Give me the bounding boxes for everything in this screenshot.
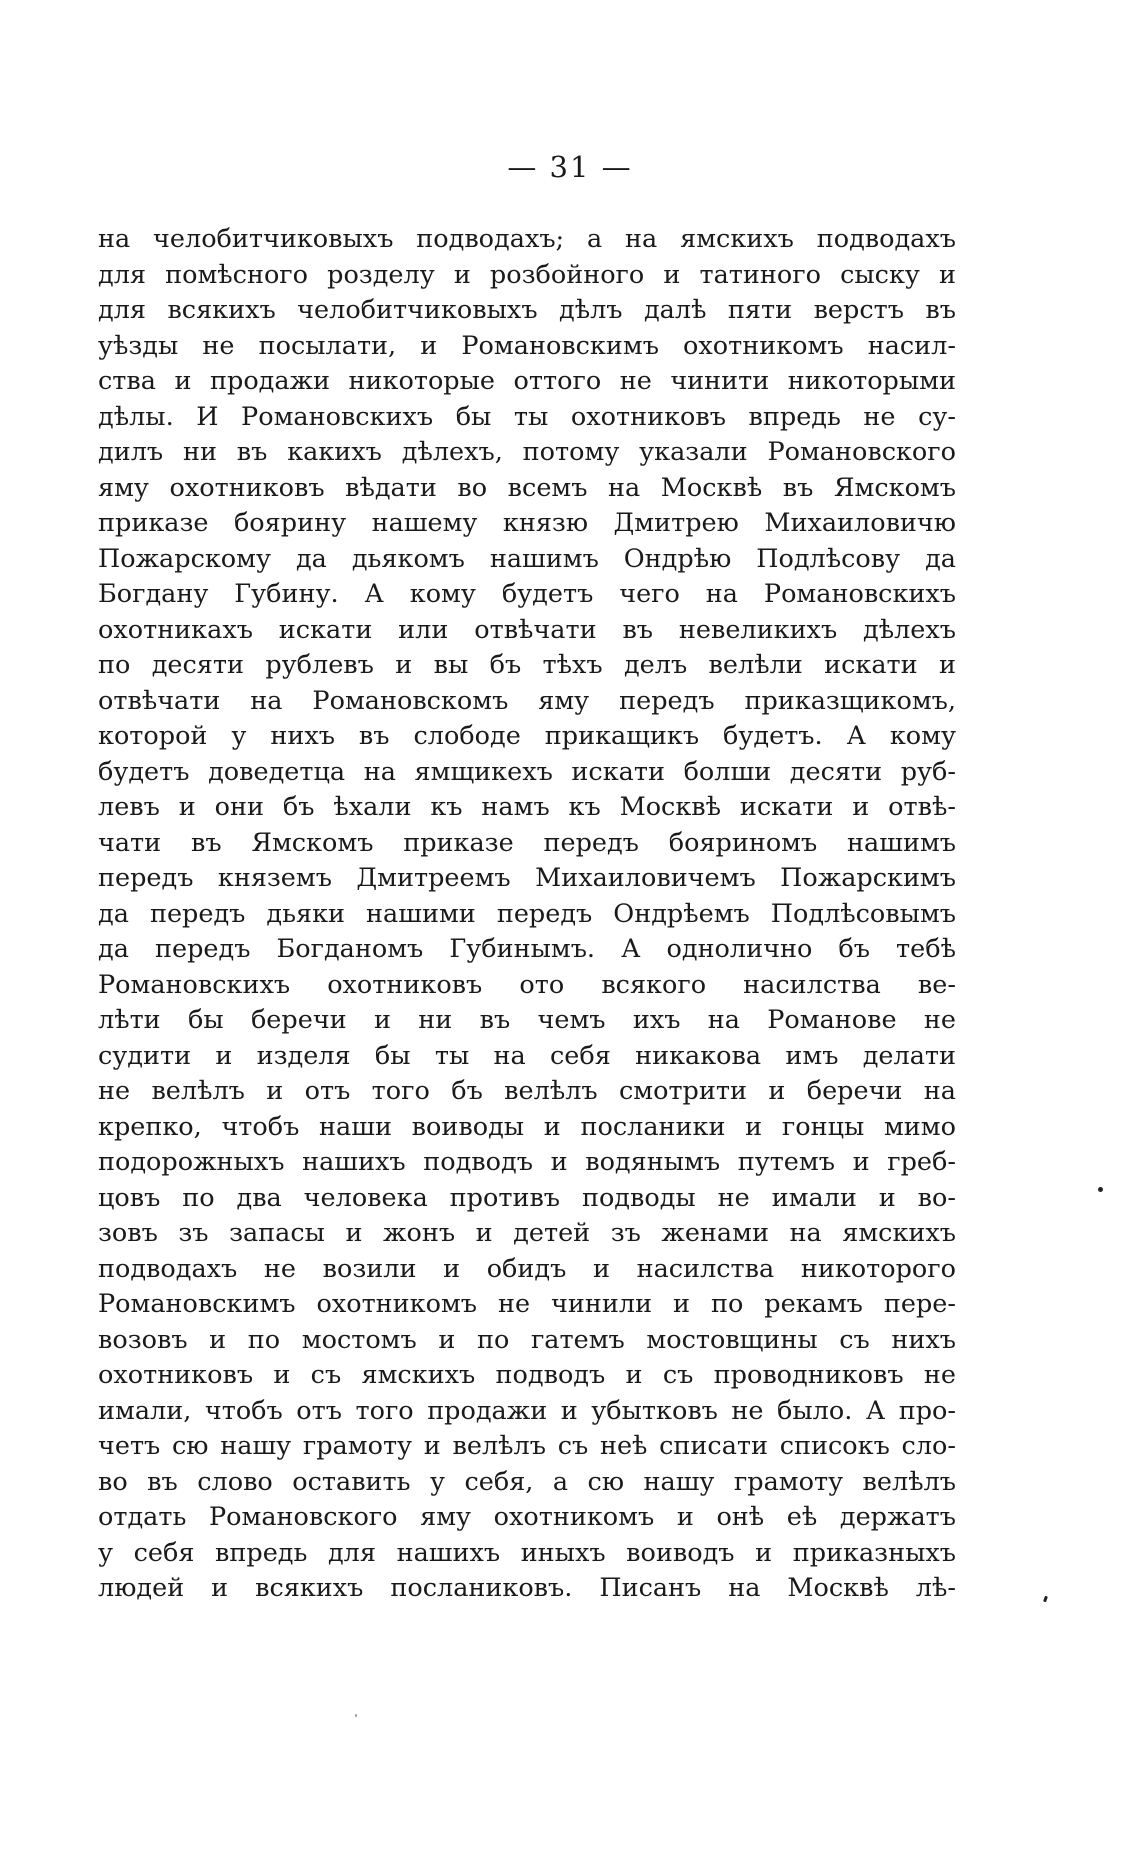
text-line: у себя впредь для нашихъ иныхъ воиводъ и приказныхъ — [98, 1537, 956, 1568]
text-line: зовъ зъ запасы и жонъ и детей зъ женами на ямскихъ — [98, 1218, 956, 1248]
text-line: на челобитчиковыхъ подводахъ; а на ямскихъ подводахъ — [98, 224, 956, 254]
body-text — [98, 222, 956, 1607]
text-line: четъ сю нашу грамоту и велѣлъ съ неѣ списати списокъ сло- — [98, 1431, 956, 1461]
scan-speck — [355, 1714, 357, 1717]
text-line: яму охотниковъ вѣдати во всемъ на Москвѣ въ Ямскомъ — [98, 472, 956, 503]
text-line: да передъ дьяки нашими передъ Ондрѣемъ Подлѣсовымъ — [98, 898, 956, 929]
text-line: подорожныхъ нашихъ подводъ и водянымъ путемъ и греб- — [98, 1147, 956, 1177]
text-line: передъ княземъ Дмитреемъ Михаиловичемъ Пожарскимъ — [98, 863, 956, 893]
text-line: дилъ ни въ какихъ дѣлехъ, потому указали Романовского — [98, 437, 956, 467]
text-line: дѣлы. И Романовскихъ бы ты охотниковъ впредь не су- — [98, 401, 956, 432]
scan-speck — [1043, 1596, 1048, 1603]
text-line: Романовскихъ охотниковъ ото всякого насилства ве- — [98, 969, 956, 1000]
text-line: имали, чтобъ отъ того продажи и убытковъ не было. А про- — [98, 1395, 956, 1426]
text-line: подводахъ не возили и обидъ и насилства никоторого — [98, 1253, 956, 1284]
text-line: Романовскимъ охотникомъ не чинили и по рекамъ пере- — [98, 1289, 956, 1319]
text-line: не велѣлъ и отъ того бъ велѣлъ смотрити и беречи на — [98, 1076, 956, 1106]
text-line: людей и всякихъ посланиковъ. Писанъ на Москвѣ лѣ- — [98, 1573, 956, 1603]
text-line: возовъ и по мостомъ и по гатемъ мостовщины съ нихъ — [98, 1324, 956, 1355]
text-line: во въ слово оставить у себя, а сю нашу грамоту велѣлъ — [98, 1466, 956, 1497]
text-line: лѣти бы беречи и ни въ чемъ ихъ на Романове не — [98, 1005, 956, 1035]
text-line: судити и изделя бы ты на себя никакова имъ делати — [98, 1040, 956, 1071]
text-line: отвѣчати на Романовскомъ яму передъ приказщикомъ, — [98, 685, 956, 716]
scan-speck — [1098, 1187, 1103, 1192]
text-line: Пожарскому да дьякомъ нашимъ Ондрѣю Подлѣсову да — [98, 543, 956, 574]
text-line: охотникахъ искати или отвѣчати въ невеликихъ дѣлехъ — [98, 614, 956, 645]
text-line: чати въ Ямскомъ приказе передъ бояриномъ нашимъ — [98, 827, 956, 858]
text-line: да передъ Богданомъ Губинымъ. А однолично бъ тебѣ — [98, 934, 956, 964]
page-number: — 31 — — [507, 150, 633, 184]
text-line: Богдану Губину. А кому будетъ чего на Романовскихъ — [98, 579, 956, 609]
text-line: охотниковъ и съ ямскихъ подводъ и съ проводниковъ не — [98, 1360, 956, 1390]
text-line: уѣзды не посылати, и Романовскимъ охотникомъ насил- — [98, 330, 956, 361]
text-line: будетъ доведетца на ямщикехъ искати болши десяти руб- — [98, 756, 956, 787]
text-line: левъ и они бъ ѣхали къ намъ къ Москвѣ искати и отвѣ- — [98, 792, 956, 822]
text-line: для помѣсного розделу и розбойного и татиного сыску и — [98, 259, 956, 290]
text-line: приказе боярину нашему князю Дмитрею Михаиловичю — [98, 508, 956, 538]
text-line: ства и продажи никоторые оттого не чинити никоторыми — [98, 366, 956, 396]
text-line: для всякихъ челобитчиковыхъ дѣлъ далѣ пяти верстъ въ — [98, 295, 956, 325]
text-line: отдать Романовского яму охотникомъ и онѣ еѣ держатъ — [98, 1502, 956, 1532]
text-line: цовъ по два человека противъ подводы не имали и во- — [98, 1182, 956, 1213]
text-line: которой у нихъ въ слободе прикащикъ будетъ. А кому — [98, 721, 956, 751]
text-line: по десяти рублевъ и вы бъ тѣхъ делъ велѣли искати и — [98, 650, 956, 680]
text-line: крепко, чтобъ наши воиводы и посланики и гонцы мимо — [98, 1111, 956, 1142]
